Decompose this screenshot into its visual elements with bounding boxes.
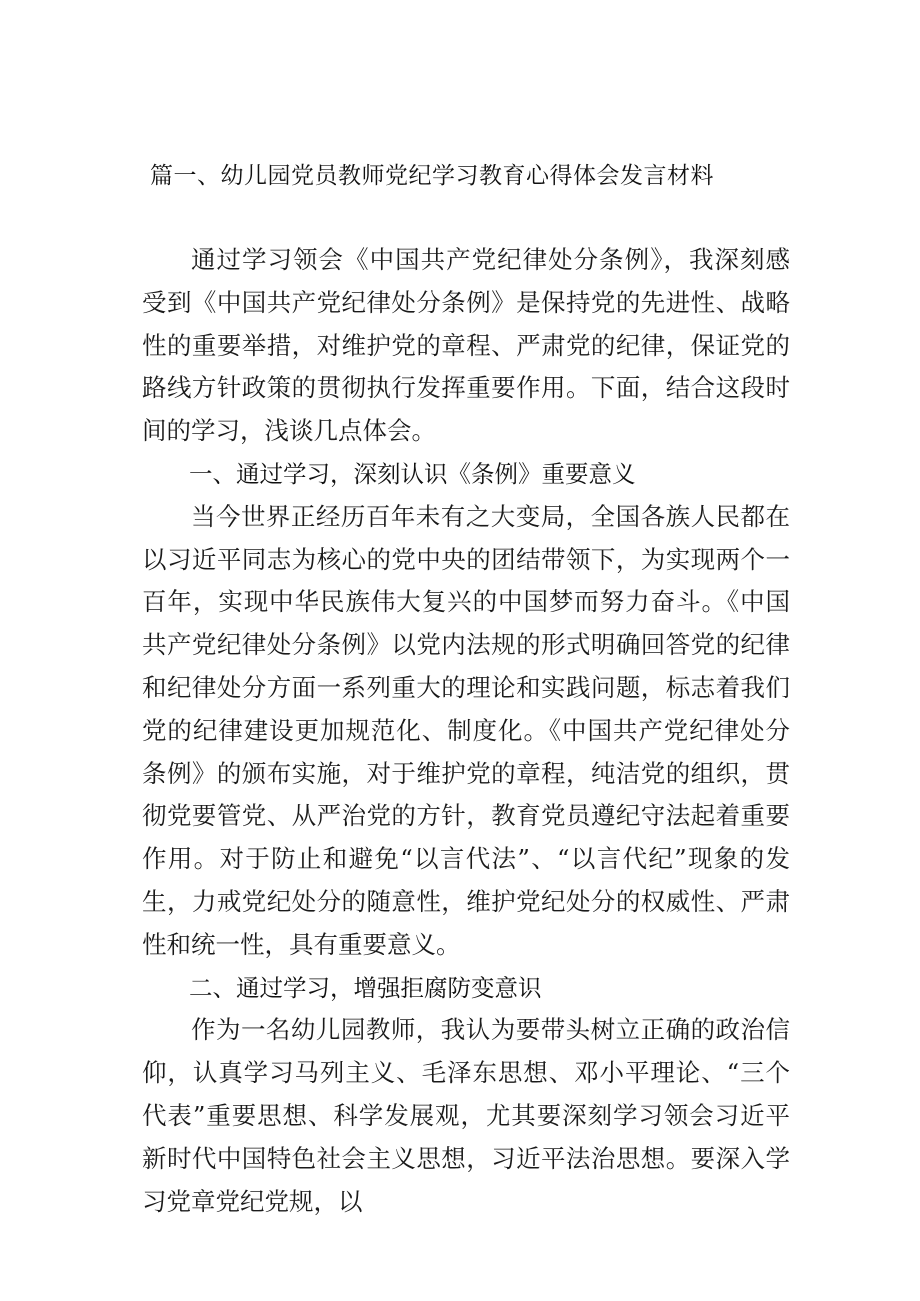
document-title: 篇一、幼儿园党员教师党纪学习教育心得体会发言材料 — [150, 163, 714, 189]
section-1-heading: 一、通过学习，深刻认识《条例》重要意义 — [189, 459, 636, 488]
section-2-heading: 二、通过学习，增强拒腐防变意识 — [189, 973, 542, 1002]
section-2-paragraph: 作为一名幼儿园教师，我认为要带头树立正确的政治信仰，认真学习马列主义、毛泽东思想、邓小平理论、“三个代表”重要思想、科学发展观，尤其要深刻学习领会习近平新时代中国特色社会主义思想，习近平法治思想。要深入学习党章党纪党规，以 — [142, 1015, 790, 1216]
intro-paragraph: 通过学习领会《中国共产党纪律处分条例》，我深刻感受到《中国共产党纪律处分条例》是保持党的先进性、战略性的重要举措，对维护党的章程、严肃党的纪律，保证党的路线方针政策的贯彻执行发挥重要作用。下面，结合这段时间的学习，浅谈几点体会。 — [142, 245, 790, 446]
section-1-paragraph: 当今世界正经历百年未有之大变局，全国各族人民都在以习近平同志为核心的党中央的团结带领下，为实现两个一百年，实现中华民族伟大复兴的中国梦而努力奋斗。《中国共产党纪律处分条例》以党内法规的形式明确回答党的纪律和纪律处分方面一系列重大的理论和实践问题，标志着我们党的纪律建设更加规范化、制度化。《中国共产党纪律处分条例》的颁布实施，对于维护党的章程，纯洁党的组织，贯彻党要管党、从严治党的方针，教育党员遵纪守法起着重要作用。对于防止和避免“以言代法”、“以言代纪”现象的发生，力戒党纪处分的随意性，维护党纪处分的权威性、严肃性和统一性，具有重要意义。 — [142, 501, 790, 959]
document-body — [142, 239, 790, 1223]
